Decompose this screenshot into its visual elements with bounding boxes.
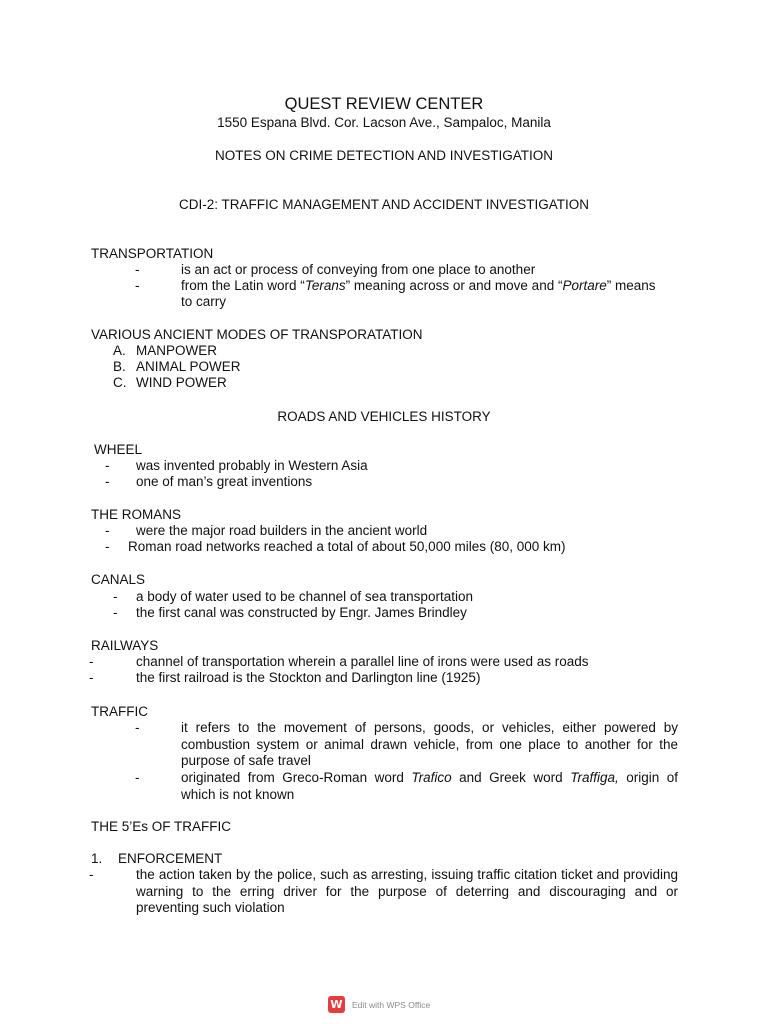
list-marker: B. [113,359,126,374]
list-marker: 1. [91,851,103,866]
address-line: 1550 Espana Blvd. Cor. Lacson Ave., Sampaloc, Manila [217,115,551,130]
bullet-dash: - [105,539,110,554]
traffic-definition: it refers to the movement of persons, goods, or vehicles, either powered by combustion system or animal drawn vehicle, from one place to another for the purpose of safe travel [181,720,678,768]
traffic-origin: originated from Greco-Roman word Trafico and Greek word Traffiga, origin of which is not known [181,770,679,802]
bullet-dash: - [135,720,140,735]
list-item: one of man’s great inventions [136,474,313,489]
course-title: CDI-2: TRAFFIC MANAGEMENT AND ACCIDENT INVESTIGATION [178,197,590,212]
ancient-modes-heading: VARIOUS ANCIENT MODES OF TRANSPORATATION [91,327,423,342]
list-item: the first railroad is the Stockton and Darlington line (1925) [136,670,481,685]
romans-heading: THE ROMANS [91,507,182,522]
bullet-dash: - [135,770,140,785]
list-item: were the major road builders in the ancient world [136,523,428,538]
list-item: MANPOWER [136,343,217,358]
transportation-bullet-2-cont: to carry [181,294,227,309]
transportation-heading: TRANSPORTATION [91,246,214,261]
list-item: the first canal was constructed by Engr. James Brindley [136,605,467,620]
transportation-bullet-2 [181,278,678,294]
railways-heading: RAILWAYS [91,638,159,653]
list-item: was invented probably in Western Asia [136,458,368,473]
canals-heading: CANALS [91,572,146,587]
wps-watermark [328,996,430,1013]
bullet-dash: - [89,867,94,882]
traffic-heading: TRAFFIC [91,704,148,719]
bullet-dash: - [89,654,94,669]
bullet-dash: - [105,523,110,538]
five-es-heading: THE 5’Es OF TRAFFIC [91,819,232,834]
etymology-text: from the Latin word “Terans” meaning across or and move and “Portare” means [181,278,656,293]
list-item: a body of water used to be channel of sea transportation [136,589,473,604]
wps-edit-link[interactable]: Edit with WPS Office [352,999,431,1010]
list-marker: C. [113,375,127,390]
list-item: channel of transportation wherein a parallel line of irons were used as roads [136,654,589,669]
list-marker: A. [113,343,126,358]
list-item: Roman road networks reached a total of about 50,000 miles (80, 000 km) [128,539,566,554]
bullet-dash: - [105,474,110,489]
bullet-dash: - [135,278,140,293]
bullet-dash: - [89,670,94,685]
bullet-dash: - [105,458,110,473]
enforcement-definition: the action taken by the police, such as arresting, issuing traffic citation ticket and providing warning to the erring driver for the purpose of deterring and discouraging and or preventing such violation [136,867,678,915]
bullet-dash: - [113,605,118,620]
transportation-bullet-1: is an act or process of conveying from one place to another [181,262,536,277]
document-title: QUEST REVIEW CENTER [284,95,484,113]
wps-logo-icon: W [328,996,345,1013]
list-item: WIND POWER [136,375,227,390]
notes-title: NOTES ON CRIME DETECTION AND INVESTIGATION [214,148,554,163]
roads-history-heading: ROADS AND VEHICLES HISTORY [277,409,491,424]
bullet-dash: - [135,262,140,277]
bullet-dash: - [113,589,118,604]
wheel-heading: WHEEL [94,442,143,457]
list-item: ANIMAL POWER [136,359,241,374]
enforcement-heading: ENFORCEMENT [118,851,223,866]
